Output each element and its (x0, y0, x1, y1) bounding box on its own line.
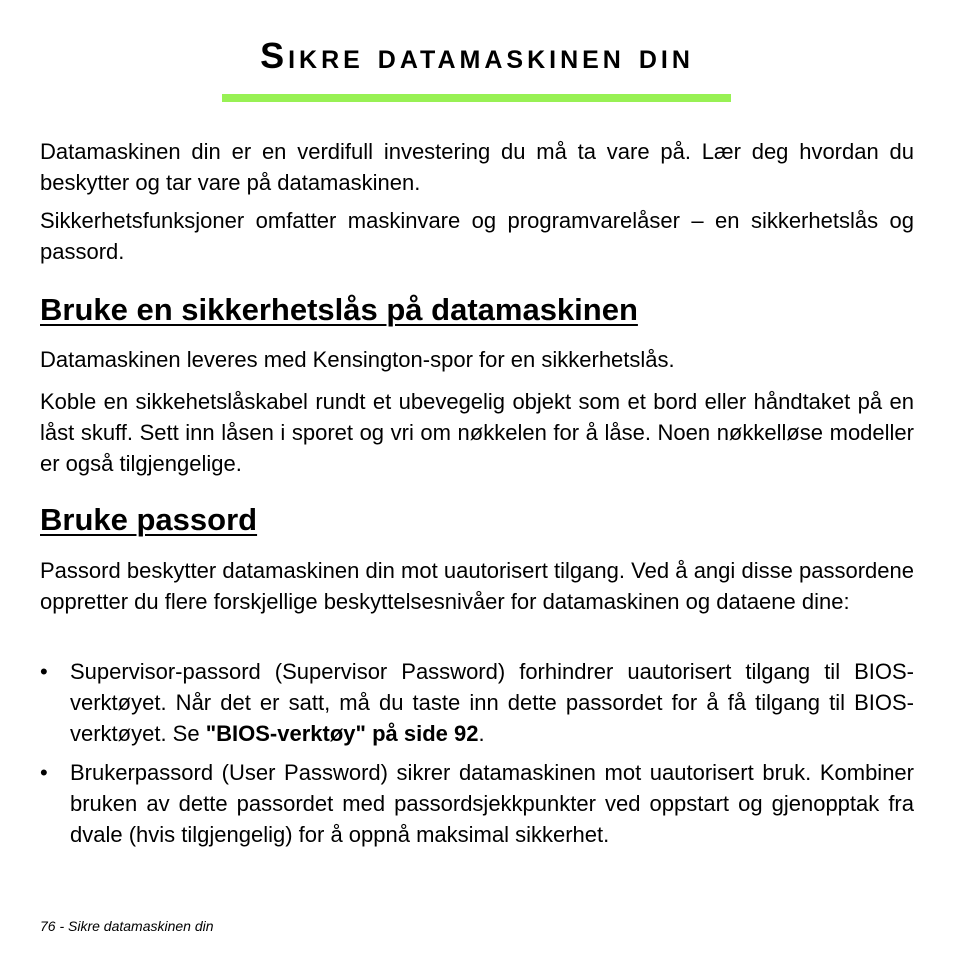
lock-paragraph-1: Datamaskinen leveres med Kensington-spor for en sikkerhetslås. (40, 347, 675, 372)
intro-paragraph-1: Datamaskinen din er en verdifull investering du må ta vare på. Lær deg hvordan du beskytter og tar vare på datamaskinen. (40, 139, 914, 195)
bullet-icon: • (40, 659, 48, 684)
cross-reference-link[interactable]: "BIOS-verktøy" på side 92 (205, 721, 479, 746)
section-heading-password: Bruke passord (40, 502, 258, 537)
bullet-text: Brukerpassord (User Password) sikrer datamaskinen mot uautorisert bruk. Kombiner bruken av dette passordet med passordsjekkpunkter ved oppstart og gjenopptak fra dvale (hvis tilgjengelig) for å oppnå maksimal sikkerhet. (70, 760, 914, 847)
title-accent-bar (222, 94, 731, 102)
bullet-text (70, 656, 914, 749)
page-title: Sikre datamaskinen din (260, 35, 694, 76)
list-item (40, 757, 914, 850)
list-item (40, 656, 914, 749)
page-footer: 76 - Sikre datamaskinen din (40, 918, 214, 934)
lock-paragraph-2: Koble en sikkehetslåskabel rundt et ubevegelig objekt som et bord eller håndtaket på en låst skuff. Sett inn låsen i sporet og vri om nøkkelen for å låse. Noen nøkkelløse modeller er også tilgjengelige. (40, 389, 914, 476)
section-heading-lock: Bruke en sikkerhetslås på datamaskinen (40, 292, 638, 327)
intro-paragraph-2: Sikkerhetsfunksjoner omfatter maskinvare og programvarelåser – en sikkerhetslås og passord. (40, 208, 914, 264)
bullet-text-body: Supervisor-passord (Supervisor Password) forhindrer uautorisert tilgang til BIOS-verktøyet. Når det er satt, må du taste inn dette passordet for å få tilgang til BIOS-verktøyet. Se (70, 659, 914, 746)
bullet-icon: • (40, 760, 48, 785)
password-paragraph: Passord beskytter datamaskinen din mot uautorisert tilgang. Ved å angi disse passordene oppretter du flere forskjellige beskyttelsesnivåer for datamaskinen og dataene dine: (40, 558, 914, 614)
bullet-text-suffix: . (478, 721, 485, 746)
